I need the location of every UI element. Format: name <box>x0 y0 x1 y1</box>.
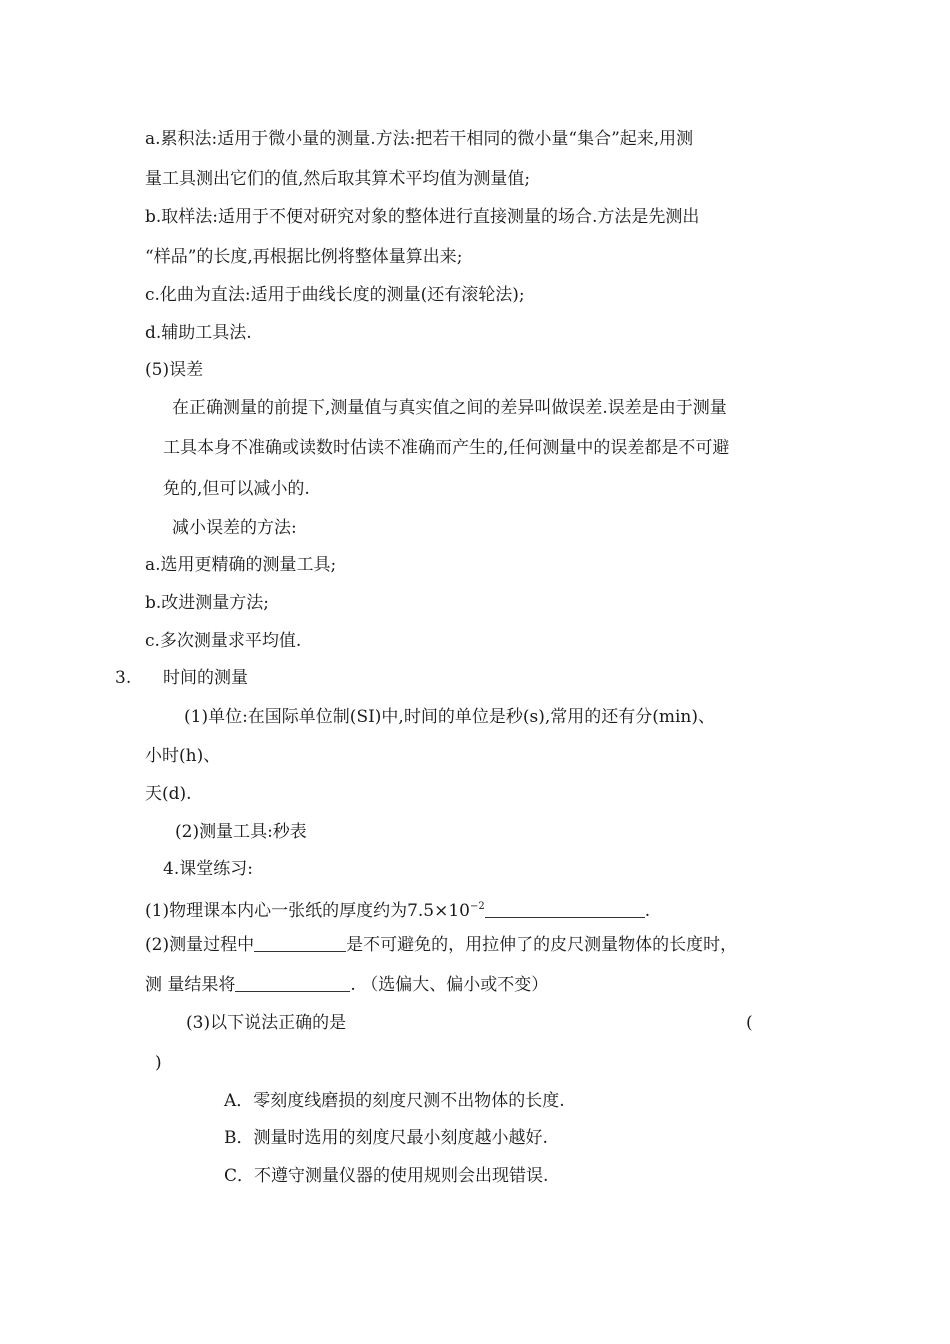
question-1-exponent: −2 <box>470 901 485 912</box>
time-unit-line2: 小时(h)、 <box>145 746 221 766</box>
question-2-blank-2[interactable] <box>235 974 350 992</box>
accumulation-method-line2: 量工具测出它们的值,然后取其算术平均值为测量值; <box>145 169 531 189</box>
question-1-text: (1)物理课本内心一张纸的厚度约为7.5×10 <box>145 901 470 921</box>
time-unit-line3: 天(d). <box>145 784 192 804</box>
section-number-3: 3. <box>115 668 132 688</box>
question-2-prefix: (2)测量过程中 <box>145 935 255 955</box>
error-heading: (5)误差 <box>145 360 204 380</box>
question-2-blank-1[interactable] <box>254 934 346 952</box>
question-3-answer-close-paren[interactable]: ) <box>155 1053 162 1073</box>
reduce-error-item-a: a.选用更精确的测量工具; <box>145 555 337 575</box>
accumulation-method-line1: a.累积法:适用于微小量的测量.方法:把若干相同的微小量“集合”起来,用测 <box>145 129 694 149</box>
time-unit-line1: (1)单位:在国际单位制(SI)中,时间的单位是秒(s),常用的还有分(min)、 <box>184 707 715 727</box>
error-definition-line1: 在正确测量的前提下,测量值与真实值之间的差异叫做误差.误差是由于测量 <box>172 398 727 418</box>
question-1-period: . <box>644 901 651 921</box>
question-1 <box>145 896 650 922</box>
sampling-method-line2: “样品”的长度,再根据比例将整体量算出来; <box>145 247 463 267</box>
question-3-answer-open-paren[interactable]: ( <box>746 1013 753 1033</box>
question-3-option-b: B．测量时选用的刻度尺最小刻度越小越好. <box>224 1128 548 1148</box>
error-definition-line3: 免的,但可以减小的. <box>163 479 310 499</box>
question-3-option-a: A．零刻度线磨损的刻度尺测不出物体的长度. <box>224 1091 565 1111</box>
question-3-stem: (3)以下说法正确的是 <box>186 1013 347 1033</box>
question-3-option-c: C．不遵守测量仪器的使用规则会出现错误. <box>224 1166 549 1186</box>
practice-heading: 4.课堂练习: <box>163 859 253 879</box>
error-definition-line2: 工具本身不准确或读数时估读不准确而产生的,任何测量中的误差都是不可避 <box>163 438 730 458</box>
question-1-answer-blank[interactable] <box>485 900 645 918</box>
auxiliary-tool-method: d.辅助工具法. <box>145 323 252 343</box>
question-2-middle: 是不可避免的，用拉伸了的皮尺测量物体的长度时， <box>346 935 738 955</box>
question-2-line2 <box>145 974 548 996</box>
reduce-error-item-b: b.改进测量方法; <box>145 593 270 613</box>
time-tool: (2)测量工具:秒表 <box>175 822 307 842</box>
reduce-error-heading: 减小误差的方法: <box>172 518 297 538</box>
curve-to-straight-method: c.化曲为直法:适用于曲线长度的测量(还有滚轮法); <box>145 285 525 305</box>
sampling-method-line1: b.取样法:适用于不便对研究对象的整体进行直接测量的场合.方法是先测出 <box>145 207 700 227</box>
question-2-line1 <box>145 934 737 956</box>
time-measurement-title: 时间的测量 <box>163 668 248 688</box>
question-2-line2-suffix: . （选偏大、偏小或不变） <box>350 975 549 995</box>
reduce-error-item-c: c.多次测量求平均值. <box>145 631 302 651</box>
question-2-line2-prefix: 测 量结果将 <box>145 975 236 995</box>
